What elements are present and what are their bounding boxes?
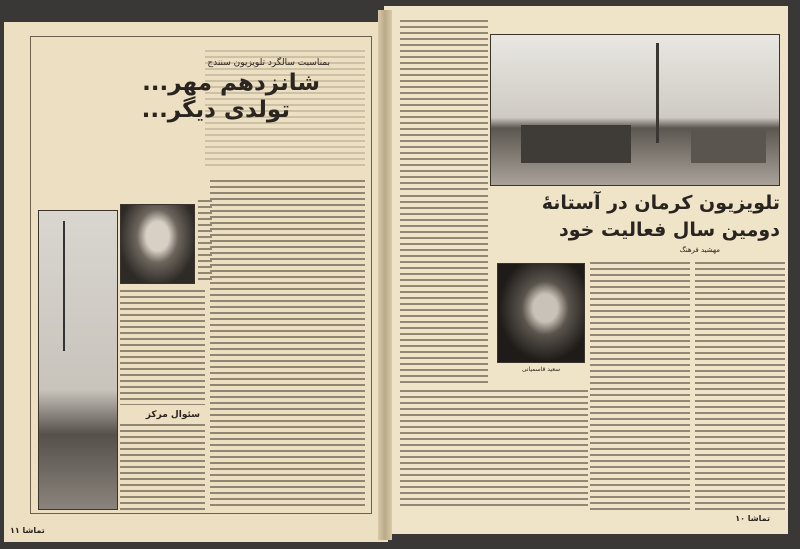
antenna-mast-icon	[63, 221, 65, 351]
portrait-photo-left	[120, 204, 195, 284]
left-section-heading: سئوال مرکز	[145, 410, 200, 420]
right-column-2	[590, 262, 690, 512]
left-kicker: بمناسبت سالگرد تلویزیون سنندج	[207, 58, 330, 68]
left-headline-1: شانزدهم مهر...	[142, 70, 320, 96]
portrait-photo-right	[497, 263, 585, 363]
left-column-sliver	[198, 200, 212, 280]
left-column-1	[210, 180, 365, 510]
building-shape	[521, 125, 631, 163]
antenna-photo	[38, 210, 118, 510]
right-column-top	[400, 20, 488, 190]
left-column-3	[120, 424, 205, 512]
page-gutter	[378, 10, 392, 540]
photo-caption: سعید قاسمیانی	[521, 366, 561, 373]
left-headline-2: تولدی دیگر...	[141, 97, 290, 123]
right-page-number: تماشا ۱۰	[735, 514, 770, 523]
byline: مهشید فرهنگ	[679, 246, 720, 254]
building-photo	[490, 34, 780, 186]
left-page-number: تماشا ۱۱	[10, 526, 45, 535]
right-headline: تلویزیون کرمان در آستانهٔ دومین سال فعالیت خود	[541, 192, 780, 241]
right-column-1	[695, 262, 785, 512]
left-column-2	[120, 290, 205, 405]
right-column-3	[400, 390, 588, 510]
right-column-4	[400, 195, 488, 385]
building-annex-shape	[691, 130, 766, 163]
tower-shape	[656, 43, 659, 143]
left-faint-text	[205, 50, 365, 170]
